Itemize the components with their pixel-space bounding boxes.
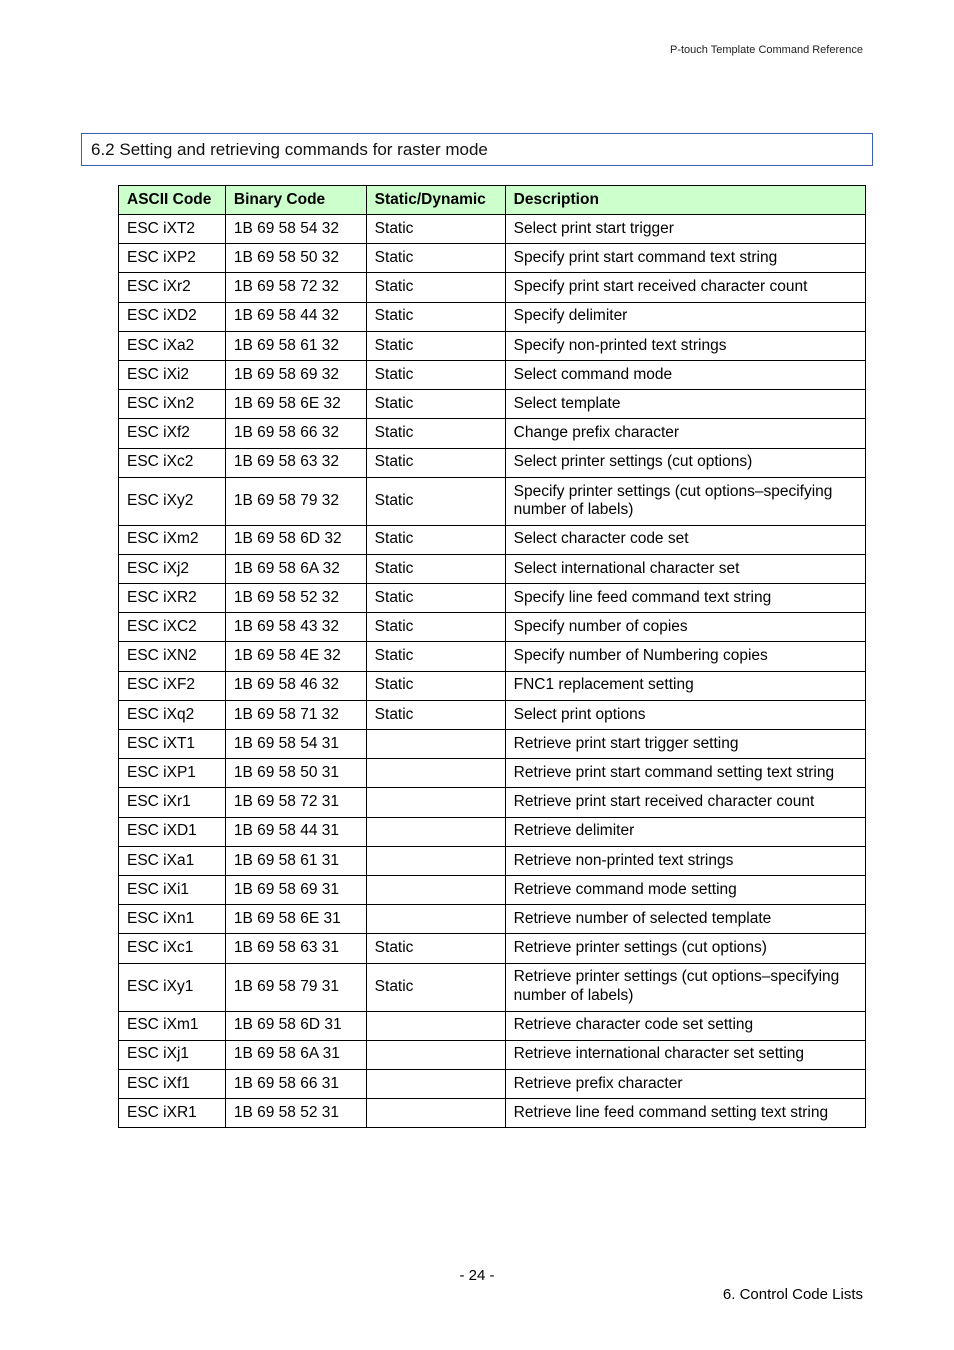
static-dynamic-cell	[366, 875, 505, 904]
binary-code-cell: 1B 69 58 43 32	[225, 613, 366, 642]
table-row	[119, 419, 866, 448]
binary-code-cell: 1B 69 58 4E 32	[225, 642, 366, 671]
ascii-code-cell: ESC iXq2	[119, 700, 226, 729]
binary-code-cell: 1B 69 58 61 32	[225, 331, 366, 360]
ascii-code-cell: ESC iXC2	[119, 613, 226, 642]
static-dynamic-cell: Static	[366, 642, 505, 671]
table-header-row	[119, 186, 866, 215]
table-row	[119, 1040, 866, 1069]
description-cell: Specify printer settings (cut options–specifying number of labels)	[505, 477, 865, 525]
description-cell: Retrieve delimiter	[505, 817, 865, 846]
binary-code-cell: 1B 69 58 79 31	[225, 963, 366, 1011]
static-dynamic-cell: Static	[366, 477, 505, 525]
table-row	[119, 613, 866, 642]
description-cell: Select template	[505, 390, 865, 419]
binary-code-cell: 1B 69 58 63 31	[225, 934, 366, 963]
column-header-binary: Binary Code	[225, 186, 366, 215]
description-cell: Specify line feed command text string	[505, 584, 865, 613]
description-cell: Retrieve printer settings (cut options)	[505, 934, 865, 963]
binary-code-cell: 1B 69 58 46 32	[225, 671, 366, 700]
static-dynamic-cell: Static	[366, 448, 505, 477]
static-dynamic-cell: Static	[366, 554, 505, 583]
static-dynamic-cell: Static	[366, 525, 505, 554]
binary-code-cell: 1B 69 58 72 32	[225, 273, 366, 302]
table-row	[119, 525, 866, 554]
static-dynamic-cell	[366, 817, 505, 846]
description-cell: Retrieve line feed command setting text string	[505, 1099, 865, 1128]
table-row	[119, 846, 866, 875]
table-row	[119, 875, 866, 904]
ascii-code-cell: ESC iXr2	[119, 273, 226, 302]
table-row	[119, 584, 866, 613]
binary-code-cell: 1B 69 58 44 31	[225, 817, 366, 846]
ascii-code-cell: ESC iXc1	[119, 934, 226, 963]
ascii-code-cell: ESC iXi1	[119, 875, 226, 904]
description-cell: Retrieve international character set setting	[505, 1040, 865, 1069]
static-dynamic-cell	[366, 788, 505, 817]
static-dynamic-cell	[366, 1040, 505, 1069]
description-cell: Specify delimiter	[505, 302, 865, 331]
binary-code-cell: 1B 69 58 50 32	[225, 244, 366, 273]
ascii-code-cell: ESC iXc2	[119, 448, 226, 477]
static-dynamic-cell	[366, 730, 505, 759]
table-row	[119, 905, 866, 934]
binary-code-cell: 1B 69 58 63 32	[225, 448, 366, 477]
ascii-code-cell: ESC iXy2	[119, 477, 226, 525]
section-title: 6.2 Setting and retrieving commands for raster mode	[81, 133, 873, 166]
binary-code-cell: 1B 69 58 50 31	[225, 759, 366, 788]
static-dynamic-cell: Static	[366, 584, 505, 613]
description-cell: Select print start trigger	[505, 215, 865, 244]
description-cell: Retrieve print start trigger setting	[505, 730, 865, 759]
description-cell: Select printer settings (cut options)	[505, 448, 865, 477]
binary-code-cell: 1B 69 58 66 31	[225, 1069, 366, 1098]
table-row	[119, 331, 866, 360]
description-cell: Retrieve prefix character	[505, 1069, 865, 1098]
binary-code-cell: 1B 69 58 6A 32	[225, 554, 366, 583]
static-dynamic-cell	[366, 1069, 505, 1098]
ascii-code-cell: ESC iXf1	[119, 1069, 226, 1098]
ascii-code-cell: ESC iXy1	[119, 963, 226, 1011]
ascii-code-cell: ESC iXF2	[119, 671, 226, 700]
description-cell: Select character code set	[505, 525, 865, 554]
binary-code-cell: 1B 69 58 52 32	[225, 584, 366, 613]
ascii-code-cell: ESC iXm2	[119, 525, 226, 554]
table-row	[119, 273, 866, 302]
binary-code-cell: 1B 69 58 54 31	[225, 730, 366, 759]
chapter-label: 6. Control Code Lists	[722, 1286, 863, 1303]
static-dynamic-cell: Static	[366, 613, 505, 642]
table-row	[119, 244, 866, 273]
ascii-code-cell: ESC iXT1	[119, 730, 226, 759]
binary-code-cell: 1B 69 58 6D 32	[225, 525, 366, 554]
ascii-code-cell: ESC iXR1	[119, 1099, 226, 1128]
binary-code-cell: 1B 69 58 6E 31	[225, 905, 366, 934]
table-row	[119, 817, 866, 846]
table-row	[119, 671, 866, 700]
description-cell: Specify print start received character count	[505, 273, 865, 302]
description-cell: Specify print start command text string	[505, 244, 865, 273]
column-header-ascii: ASCII Code	[119, 186, 226, 215]
table-row	[119, 477, 866, 525]
table-row	[119, 788, 866, 817]
description-cell: Select print options	[505, 700, 865, 729]
description-cell: Specify number of Numbering copies	[505, 642, 865, 671]
description-cell: Retrieve number of selected template	[505, 905, 865, 934]
ascii-code-cell: ESC iXa1	[119, 846, 226, 875]
static-dynamic-cell	[366, 1011, 505, 1040]
description-cell: Retrieve printer settings (cut options–specifying number of labels)	[505, 963, 865, 1011]
table-row	[119, 1099, 866, 1128]
description-cell: FNC1 replacement setting	[505, 671, 865, 700]
binary-code-cell: 1B 69 58 72 31	[225, 788, 366, 817]
static-dynamic-cell: Static	[366, 963, 505, 1011]
binary-code-cell: 1B 69 58 61 31	[225, 846, 366, 875]
description-cell: Retrieve character code set setting	[505, 1011, 865, 1040]
description-cell: Retrieve print start command setting text string	[505, 759, 865, 788]
static-dynamic-cell: Static	[366, 700, 505, 729]
binary-code-cell: 1B 69 58 71 32	[225, 700, 366, 729]
ascii-code-cell: ESC iXN2	[119, 642, 226, 671]
binary-code-cell: 1B 69 58 6E 32	[225, 390, 366, 419]
static-dynamic-cell: Static	[366, 419, 505, 448]
static-dynamic-cell: Static	[366, 671, 505, 700]
binary-code-cell: 1B 69 58 66 32	[225, 419, 366, 448]
column-header-description: Description	[505, 186, 865, 215]
table-row	[119, 759, 866, 788]
command-table	[118, 185, 866, 1128]
description-cell: Retrieve print start received character count	[505, 788, 865, 817]
table-row	[119, 934, 866, 963]
binary-code-cell: 1B 69 58 6D 31	[225, 1011, 366, 1040]
ascii-code-cell: ESC iXP2	[119, 244, 226, 273]
table-row	[119, 360, 866, 389]
static-dynamic-cell: Static	[366, 360, 505, 389]
binary-code-cell: 1B 69 58 6A 31	[225, 1040, 366, 1069]
ascii-code-cell: ESC iXD1	[119, 817, 226, 846]
description-cell: Retrieve command mode setting	[505, 875, 865, 904]
ascii-code-cell: ESC iXn2	[119, 390, 226, 419]
ascii-code-cell: ESC iXr1	[119, 788, 226, 817]
binary-code-cell: 1B 69 58 69 32	[225, 360, 366, 389]
binary-code-cell: 1B 69 58 69 31	[225, 875, 366, 904]
static-dynamic-cell: Static	[366, 934, 505, 963]
ascii-code-cell: ESC iXD2	[119, 302, 226, 331]
column-header-static-dynamic: Static/Dynamic	[366, 186, 505, 215]
binary-code-cell: 1B 69 58 79 32	[225, 477, 366, 525]
table-row	[119, 448, 866, 477]
binary-code-cell: 1B 69 58 44 32	[225, 302, 366, 331]
table-row	[119, 390, 866, 419]
table-row	[119, 215, 866, 244]
table-row	[119, 1069, 866, 1098]
ascii-code-cell: ESC iXn1	[119, 905, 226, 934]
table-row	[119, 302, 866, 331]
table-row	[119, 1011, 866, 1040]
table-row	[119, 554, 866, 583]
static-dynamic-cell: Static	[366, 273, 505, 302]
description-cell: Select command mode	[505, 360, 865, 389]
static-dynamic-cell	[366, 905, 505, 934]
table-row	[119, 700, 866, 729]
binary-code-cell: 1B 69 58 52 31	[225, 1099, 366, 1128]
page-number: - 24 -	[459, 1267, 495, 1284]
static-dynamic-cell: Static	[366, 244, 505, 273]
description-cell: Change prefix character	[505, 419, 865, 448]
ascii-code-cell: ESC iXP1	[119, 759, 226, 788]
static-dynamic-cell	[366, 846, 505, 875]
ascii-code-cell: ESC iXj2	[119, 554, 226, 583]
ascii-code-cell: ESC iXi2	[119, 360, 226, 389]
description-cell: Select international character set	[505, 554, 865, 583]
static-dynamic-cell: Static	[366, 302, 505, 331]
static-dynamic-cell	[366, 1099, 505, 1128]
table-row	[119, 730, 866, 759]
static-dynamic-cell: Static	[366, 331, 505, 360]
table-row	[119, 642, 866, 671]
description-cell: Specify number of copies	[505, 613, 865, 642]
ascii-code-cell: ESC iXm1	[119, 1011, 226, 1040]
description-cell: Specify non-printed text strings	[505, 331, 865, 360]
static-dynamic-cell	[366, 759, 505, 788]
static-dynamic-cell: Static	[366, 390, 505, 419]
table-body	[119, 215, 866, 1128]
running-header: P-touch Template Command Reference	[669, 44, 863, 56]
ascii-code-cell: ESC iXT2	[119, 215, 226, 244]
table-row	[119, 963, 866, 1011]
description-cell: Retrieve non-printed text strings	[505, 846, 865, 875]
ascii-code-cell: ESC iXR2	[119, 584, 226, 613]
static-dynamic-cell: Static	[366, 215, 505, 244]
binary-code-cell: 1B 69 58 54 32	[225, 215, 366, 244]
ascii-code-cell: ESC iXj1	[119, 1040, 226, 1069]
ascii-code-cell: ESC iXf2	[119, 419, 226, 448]
ascii-code-cell: ESC iXa2	[119, 331, 226, 360]
